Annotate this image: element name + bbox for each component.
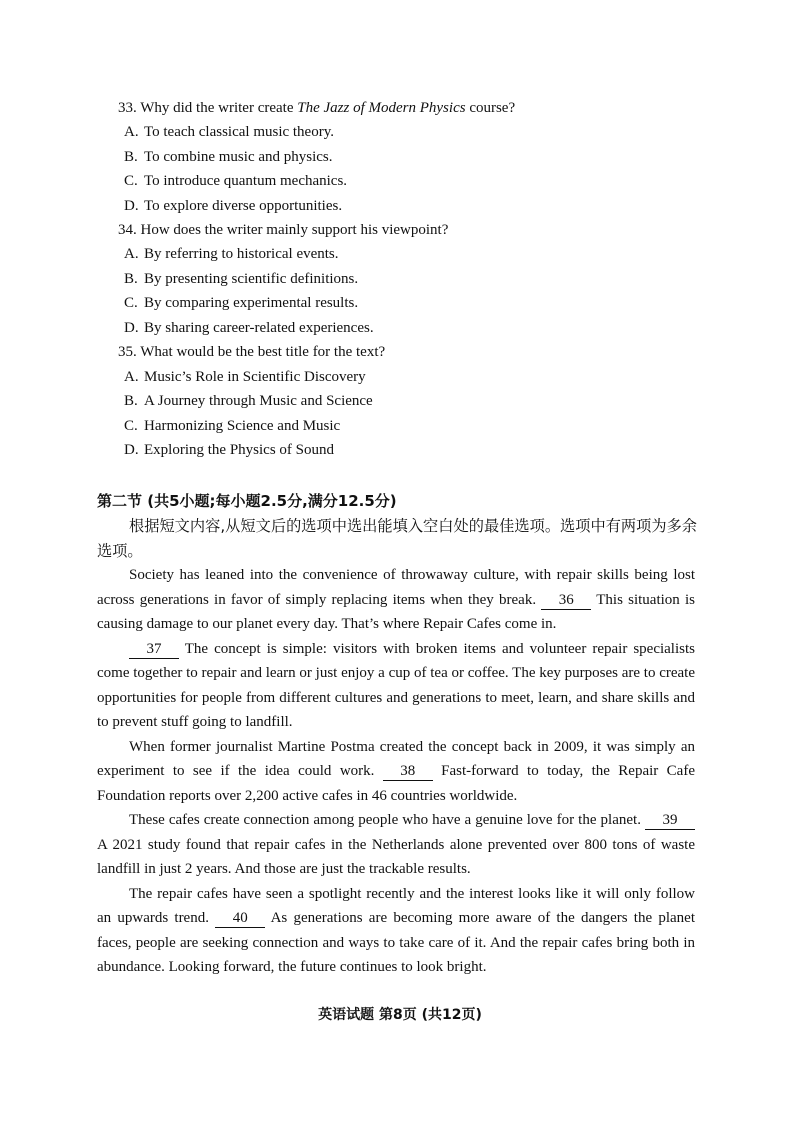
question-number: 35. — [118, 344, 137, 360]
question-33-option-a: A. To teach classical music theory. — [124, 124, 334, 140]
passage-paragraph-4: These cafes create connection among people who have a genuine love for the planet. 39 A 2021 study found that repair cafes in the Netherlands alone prevented over 800 tons of waste landfill in just 2 years. And those are just the trackable results. — [97, 812, 695, 877]
question-text-end: course? — [465, 100, 516, 116]
cloze-passage — [97, 563, 695, 980]
passage-paragraph-2: 37 The concept is simple: visitors with broken items and volunteer repair specialists come together to repair and learn or just enjoy a cup of tea or coffee. The key purposes are to create opportunities for people from different cultures and generations to meet, learn, and share skills and to prevent stuff going to landfill. — [97, 640, 695, 730]
question-35-option-a: A. Music’s Role in Scientific Discovery — [124, 369, 366, 385]
question-34-option-c: C. By comparing experimental results. — [124, 295, 359, 311]
question-34-option-a: A. By referring to historical events. — [124, 246, 339, 262]
question-35-option-c: C. Harmonizing Science and Music — [124, 418, 341, 434]
question-33-option-c: C. To introduce quantum mechanics. — [124, 173, 348, 189]
question-33-option-b: B. To combine music and physics. — [124, 149, 333, 165]
course-title: The Jazz of Modern Physics — [297, 100, 466, 116]
question-33-option-d: D. To explore diverse opportunities. — [124, 198, 343, 214]
question-33-stem — [118, 98, 515, 118]
passage-paragraph-3: When former journalist Martine Postma created the concept back in 2009, it was simply an experiment to see if the idea could work. 38 Fast-forward to today, the Repair Cafe Foundation reports over 2,200 active cafes in 46 countries worldwide. — [97, 738, 695, 804]
blank-40: 40 — [215, 910, 265, 928]
section-instruction: 根据短文内容,从短文后的选项中选出能填入空白处的最佳选项。选项中有两项为多余选项。 — [97, 517, 697, 560]
page-footer: 英语试题 第8页 (共12页) — [318, 1007, 482, 1023]
blank-39: 39 — [645, 812, 695, 830]
question-text: What would be the best title for the text? — [140, 344, 386, 360]
section-heading: 第二节 (共5小题;每小题2.5分,满分12.5分) — [97, 492, 397, 510]
question-text: How does the writer mainly support his viewpoint? — [140, 222, 449, 238]
passage-paragraph-5: The repair cafes have seen a spotlight recently and the interest looks like it will only follow an upwards trend. 40 As generations are becoming more aware of the dangers the planet faces, people are seeking connection and ways to take care of it. And the repair cafes bring both in abundance. Looking forward, the future continues to look bright. — [97, 885, 695, 975]
question-35-option-d: D. Exploring the Physics of Sound — [124, 442, 334, 458]
question-34-stem — [118, 220, 448, 240]
question-number: 33. — [118, 100, 137, 116]
blank-37: 37 — [129, 641, 179, 659]
question-34-option-d: D. By sharing career-related experiences. — [124, 320, 374, 336]
blank-36: 36 — [541, 592, 591, 610]
question-34-option-b: B. By presenting scientific definitions. — [124, 271, 359, 287]
question-text: Why did the writer create — [140, 100, 298, 116]
question-number: 34. — [118, 222, 137, 238]
question-35-stem — [118, 342, 385, 362]
blank-38: 38 — [383, 763, 433, 781]
question-35-option-b: B. A Journey through Music and Science — [124, 393, 373, 409]
passage-paragraph-1: Society has leaned into the convenience of throwaway culture, with repair skills being lost across generations in favor of simply replacing items when they break. 36 This situation is causing damage to our planet every day. That’s where Repair Cafes come in. — [97, 567, 695, 632]
